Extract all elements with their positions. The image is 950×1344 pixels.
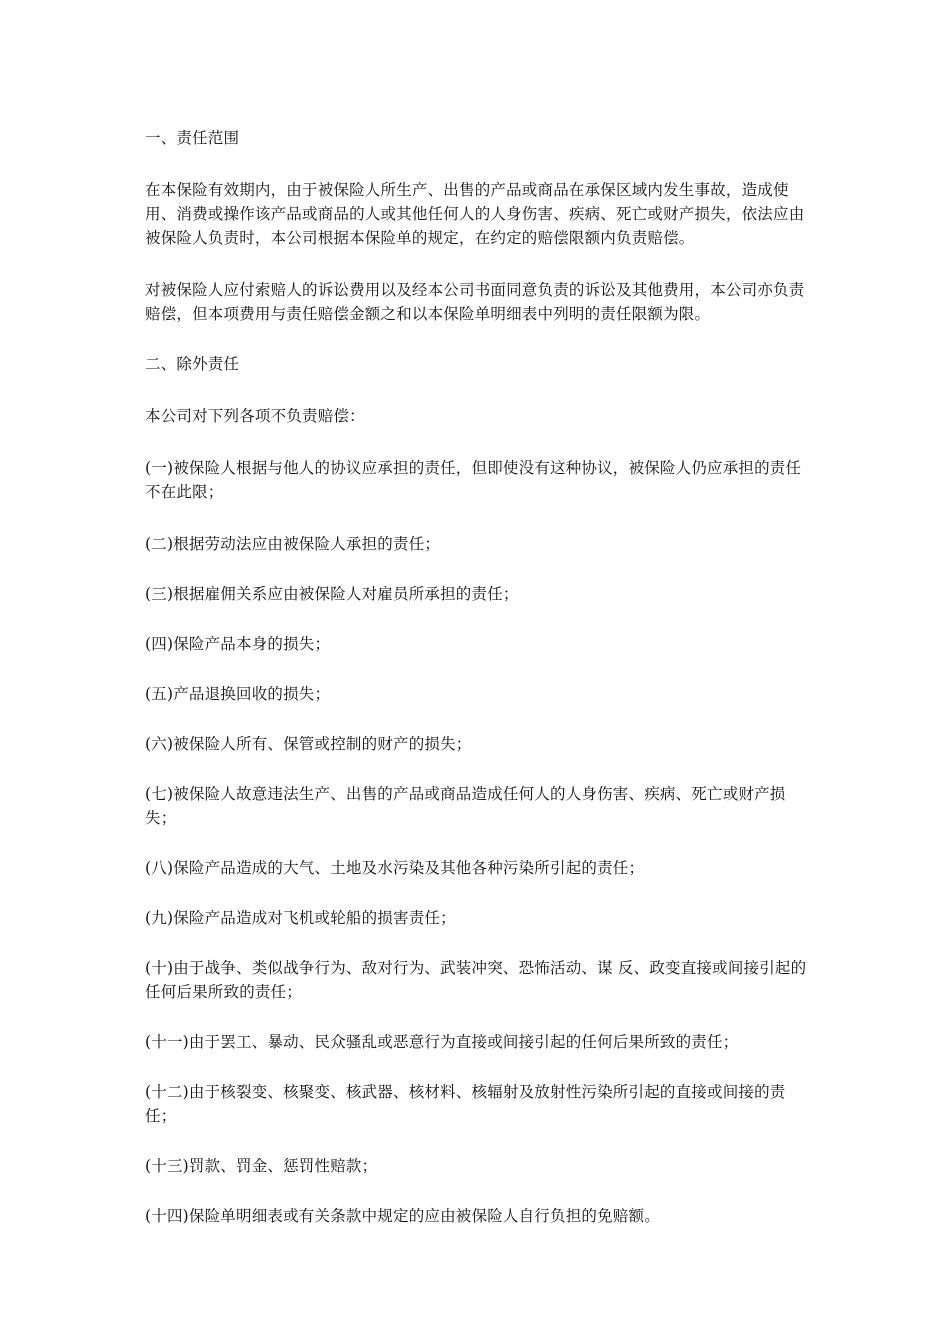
exclusion-item-2: (二)根据劳动法应由被保险人承担的责任； xyxy=(145,535,441,553)
exclusion-item-11: (十一)由于罢工、暴动、民众骚乱或恶意行为直接或间接引起的任何后果所致的责任； xyxy=(145,1033,739,1051)
exclusion-item-1: (一)被保险人根据与他人的协议应承担的责任，但即使没有这种协议，被保险人仍应承担的责任不在此限； xyxy=(145,459,802,501)
section-heading-liability-scope: 一、责任范围 xyxy=(145,129,240,147)
section-heading-exclusions: 二、除外责任 xyxy=(145,355,240,373)
exclusion-item-8: (八)保险产品造成的大气、土地及水污染及其他各种污染所引起的责任； xyxy=(145,859,645,877)
paragraph-exclusions-intro: 本公司对下列各项不负责赔偿： xyxy=(145,407,365,425)
exclusion-item-4: (四)保险产品本身的损失； xyxy=(145,635,331,653)
exclusion-item-3: (三)根据雇佣关系应由被保险人对雇员所承担的责任； xyxy=(145,585,519,603)
exclusion-item-14: (十四)保险单明细表或有关条款中规定的应由被保险人自行负担的免赔额。 xyxy=(145,1207,660,1225)
paragraph-liability-coverage: 在本保险有效期内，由于被保险人所生产、出售的产品或商品在承保区域内发生事故，造成使用、消费或操作该产品或商品的人或其他任何人的人身伤害、疾病、死亡或财产损失，依法应由被保险人负责时，本公司根据本保险单的规定，在约定的赔偿限额内负责赔偿。 xyxy=(145,181,805,247)
exclusion-item-12: (十二)由于核裂变、核聚变、核武器、核材料、核辐射及放射性污染所引起的直接或间接的责任； xyxy=(145,1083,786,1125)
exclusion-item-7: (七)被保险人故意违法生产、出售的产品或商品造成任何人的人身伤害、疾病、死亡或财产损失； xyxy=(145,785,786,827)
exclusion-item-9: (九)保险产品造成对飞机或轮船的损害责任； xyxy=(145,909,456,927)
exclusion-item-5: (五)产品退换回收的损失； xyxy=(145,685,331,703)
paragraph-litigation-costs: 对被保险人应付索赔人的诉讼费用以及经本公司书面同意负责的诉讼及其他费用，本公司亦负责赔偿，但本项费用与责任赔偿金额之和以本保险单明细表中列明的责任限额为限。 xyxy=(145,281,805,323)
exclusion-item-10: (十)由于战争、类似战争行为、敌对行为、武装冲突、恐怖活动、谋 反、政变直接或间接引起的任何后果所致的责任； xyxy=(145,959,807,1001)
exclusion-item-13: (十三)罚款、罚金、惩罚性赔款； xyxy=(145,1157,378,1175)
exclusion-item-6: (六)被保险人所有、保管或控制的财产的损失； xyxy=(145,735,472,753)
